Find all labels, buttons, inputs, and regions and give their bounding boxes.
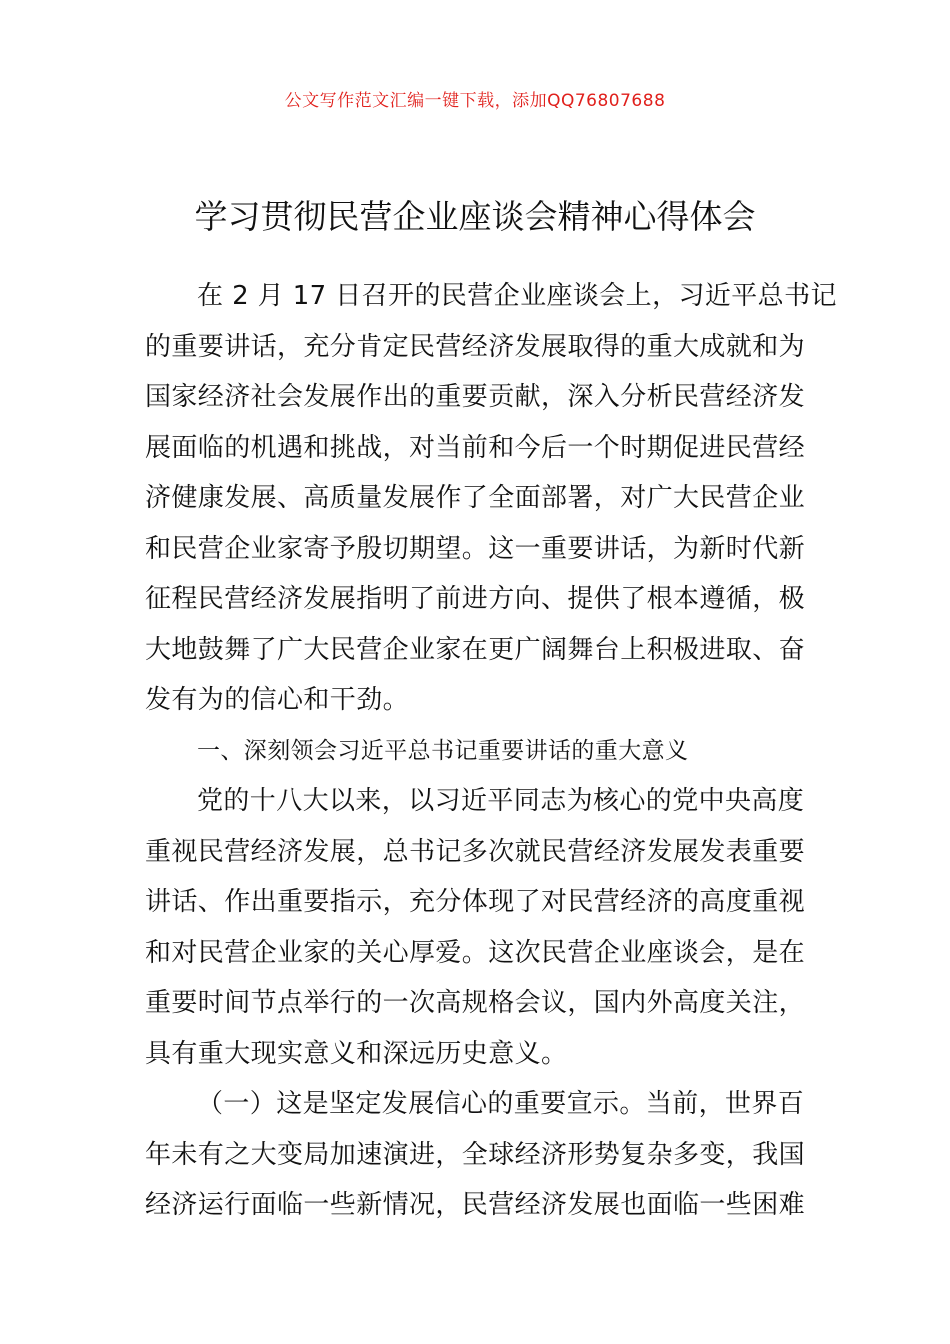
document-body xyxy=(145,271,837,1231)
paragraph-line: 发有为的信心和干劲。 xyxy=(145,685,410,715)
paragraph-line: 和对民营企业家的关心厚爱。这次民营企业座谈会，是在 xyxy=(145,937,806,968)
section-heading: 一、深刻领会习近平总书记重要讲话的重大意义 xyxy=(197,737,689,764)
paragraph-line: 年未有之大变局加速演进，全球经济形势复杂多变，我国 xyxy=(145,1139,806,1170)
paragraph-line: 具有重大现实意义和深远历史意义。 xyxy=(145,1038,568,1069)
paragraph-line: 大地鼓舞了广大民营企业家在更广阔舞台上积极进取、奋 xyxy=(145,634,806,665)
paragraph-line: 重要时间节点举行的一次高规格会议，国内外高度关注， xyxy=(145,988,806,1018)
paragraph-line: 征程民营经济发展指明了前进方向、提供了根本遵循，极 xyxy=(145,584,806,614)
paragraph-line: 国家经济社会发展作出的重要贡献，深入分析民营经济发 xyxy=(145,382,806,412)
download-notice: 公文写作范文汇编一键下载，添加QQ76807688 xyxy=(284,91,666,111)
paragraph-line: 讲话、作出重要指示，充分体现了对民营经济的高度重视 xyxy=(145,887,806,917)
paragraph-line: 济健康发展、高质量发展作了全面部署，对广大民营企业 xyxy=(145,483,806,513)
paragraph-line: 展面临的机遇和挑战，对当前和今后一个时期促进民营经 xyxy=(145,432,806,463)
paragraph-line: 在 2 月 17 日召开的民营企业座谈会上，习近平总书记 xyxy=(197,281,837,311)
paragraph-line: 重视民营经济发展，总书记多次就民营经济发展发表重要 xyxy=(145,836,806,867)
paragraph-line: 经济运行面临一些新情况，民营经济发展也面临一些困难 xyxy=(145,1190,806,1220)
document-title: 学习贯彻民营企业座谈会精神心得体会 xyxy=(194,197,756,237)
paragraph-line: 和民营企业家寄予殷切期望。这一重要讲话，为新时代新 xyxy=(145,533,806,564)
paragraph-line: （一）这是坚定发展信心的重要宣示。当前，世界百 xyxy=(197,1089,805,1119)
paragraph-line: 党的十八大以来，以习近平同志为核心的党中央高度 xyxy=(197,786,805,816)
paragraph-line: 的重要讲话，充分肯定民营经济发展取得的重大成就和为 xyxy=(145,331,806,362)
